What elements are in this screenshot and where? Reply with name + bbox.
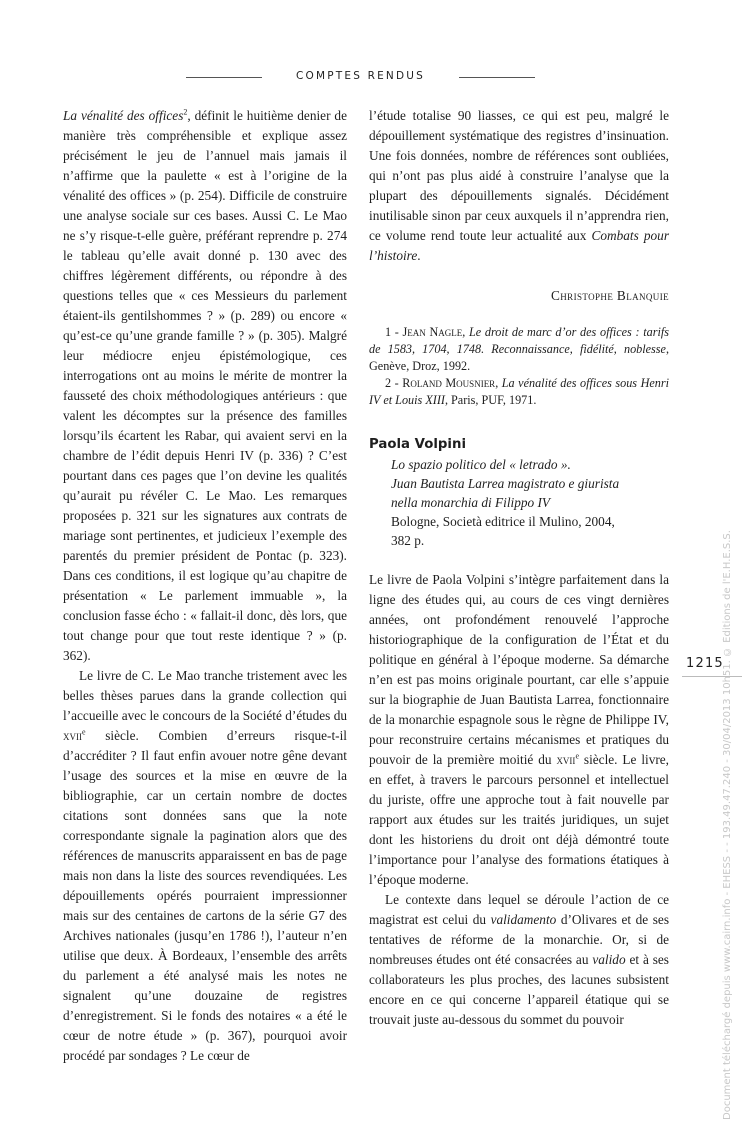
book-publisher: Bologne, Società editrice il Mulino, 2004, [391,514,615,529]
right-paragraph-3-start: Le contexte dans lequel se déroule l’action de ce magistrat est celui du [369,892,669,927]
page-number: 1215 [686,656,724,671]
footnote-2-rest: , Paris, PUF, 1971. [444,393,537,407]
right-column [369,106,669,1030]
header-rule-right [459,77,535,78]
header-title: COMPTES RENDUS [295,70,426,82]
running-header [0,70,754,84]
footnotes [369,324,669,409]
footnote-1-rest: , Genève, Droz, 1992. [369,342,669,373]
left-paragraph-2 [63,666,347,1066]
right-paragraph-2 [369,570,669,890]
combats-title-italic: Combats pour l’histoire [369,228,670,263]
right-paragraph-3-rest: et à ses collaborateurs les plus proches, des lacunes subsistent encore en ce qui concerne l’appareil étatique qui se trouvait juste au-dessous du sommet du pouvoir [369,952,669,1027]
footnote-1-sep: , [462,325,470,339]
left-paragraph-1-text: , définit le huitième denier de manière très compréhensible et explique assez précisément le jeu de l’annuel mais jamais il n’affirme que la paulette « est à l’origine de la vénalité des offices » (p. 254). Difficile de construire une analyse sociale sur ces bases. Aussi C. Le Mao ne s’y risque-t-elle guère, préférant reprendre p. 274 le tableau qu’elle avait donné p. 130 avec des chiffres légèrement différents, ou répondre à des questions telles que « ces Messieurs du parlement étaient-ils gentilshommes ? » (p. 289) ou encore « qu’est-ce qu’une grande famille ? » (p. 305). Malgré leur médiocre enjeu épistémologique, ces interrogations ont au moins le mérite de montrer la fausseté des choix méthodologiques antérieurs : que valent les décomptes sur la présence des familles lorsqu’ils écartent les Rabar, qui avaient servi en la chambre de l’édit depuis Henri IV (p. 336) ? C’est pourtant dans ces pages que l’on devine les qualités qu’aurait pu révéler C. Le Mao. Les remarques proposées p. 321 sur les signatures aux contrats de mariage sont pertinentes, et judicieux l’exemple des parentés du premier président de Pontac (p. 323). Dans ces conditions, il est logique qu’au chapitre de présentation « Le parlement immuable », la conclusion fasse écho : « fallait-il donc, dès lors, que tout change pour que tout reste identique ? » (p. 362). [63,108,347,663]
footnote-2 [369,375,669,409]
valido-italic: valido [592,952,626,967]
footnote-1-author: Jean Nagle [402,325,463,339]
reviewed-author: Paola Volpini [369,437,467,452]
footnote-1-title: Le droit de marc d’or des offices : tarifs de 1583, 1704, 1748. Reconnaissance, fidélité, noblesse [369,325,669,356]
left-paragraph-1 [63,106,347,666]
right-paragraph-1-end: . [417,248,421,263]
footnote-1 [369,324,669,375]
century-superscript: e [82,727,86,737]
right-paragraph-3 [369,890,669,1030]
download-watermark: Document téléchargé depuis www.cairn.info - EHESS - - 193.49.47.240 - 30/04/2013 10h51. © Éditions de l'E.H.E.S.S. [722,530,733,1120]
book-title-line-3: nella monarchia di Filippo IV [391,495,551,510]
validamento-italic: validamento [490,912,557,927]
right-paragraph-3-mid: d’Olivares et de ses tentatives de réforme de la monarchie. Or, si de nombreuses études ont été consacrées au [369,912,669,967]
book-pages: 382 p. [391,533,425,548]
century-numeral: xvii [63,728,82,743]
footnote-2-number: 2 - [385,376,403,390]
right-paragraph-2-start: Le livre de Paola Volpini s’intègre parfaitement dans la ligne des études qui, au cours de ces vingt dernières années, ont profondément renouvelé l’approche historiographique de la configuration de l’État et du politique en général à l’époque moderne. Sa démarche n’en est pas moins originale pourtant, car elle s’appuie sur la biographie de Juan Bautista Larrea, fonctionnaire de la monarchie espagnole sous le règne de Philippe IV, pour reconstruire certains mécanismes et pratiques du pouvoir de la première moitié du [369,572,669,767]
footnote-2-title: La vénalité des offices sous Henri IV et Louis XIII [369,376,670,407]
book-title-line-1: Lo spazio politico del « letrado ». [391,457,571,472]
review-signature: Christophe Blanquie [551,288,669,303]
left-paragraph-2-rest: siècle. Combien d’erreurs risque-t-il d’accréditer ? Il faut enfin avouer notre gêne devant l’usage des sources et la mise en œuvre de la bibliographie, car un certain nombre de doctes citations sont données sans que la note correspondante signale la pagination alors que des références de manuscrits apparaissent en bas de page mais non dans la liste des sources revendiquées. Les dépouillements opérés pourraient impressionner mais sur des centaines de cartons de la série G7 des Archives nationales (jusqu’en 1786 !), l’auteur n’en utilise que deux. À Bordeaux, l’ensemble des arrêts du parlement a été analysé mais les notes ne signalent qu’une douzaine de registres d’enregistrement. Si le fonds des notaires « a été le cœur de notre étude » (p. 367), pourquoi avoir procédé par sondages ? Le cœur de [63,728,347,1063]
book-title-line-2: Juan Bautista Larrea magistrato e giurista [391,476,620,491]
century-superscript-2: e [575,751,579,761]
footnote-2-sep: , [495,376,502,390]
footnote-2-author: Roland Mousnier [402,376,496,390]
cited-title-italic: La vénalité des offices [63,108,184,123]
century-numeral-2: xvii [556,752,576,767]
left-column [63,106,347,1066]
footnote-1-number: 1 - [385,325,403,339]
header-rule-left [186,77,262,78]
left-paragraph-2-start: Le livre de C. Le Mao tranche tristement avec les belles thèses parues dans la grande collection qui l’accueille avec le concours de la Société d’études du [63,668,347,723]
right-paragraph-2-rest: siècle. Le livre, en effet, à travers le parcours personnel et intellectuel du juriste, offre une approche tout à fait nouvelle par rapport aux études sur les traités juridiques, un sujet dont les historiens du droit ont déjà démontré toute l’importance pour l’analyse des formations étatiques à l’époque moderne. [369,752,670,887]
footnote-ref-2: 2 [183,107,188,117]
right-paragraph-1-text: l’étude totalise 90 liasses, ce qui est peu, malgré le dépouillement systématique des registres d’insinuation. Une fois données, nombre de références sont oubliées, qui n’ont pas plus aidé à construire l’analyse que la plupart des dépouillements signalés. Décidément inutilisable sinon par ceux auxquels il n’apprendra rien, ce volume rend toute leur actualité aux [369,108,669,243]
reviewed-book [369,455,669,550]
right-paragraph-1 [369,106,669,266]
